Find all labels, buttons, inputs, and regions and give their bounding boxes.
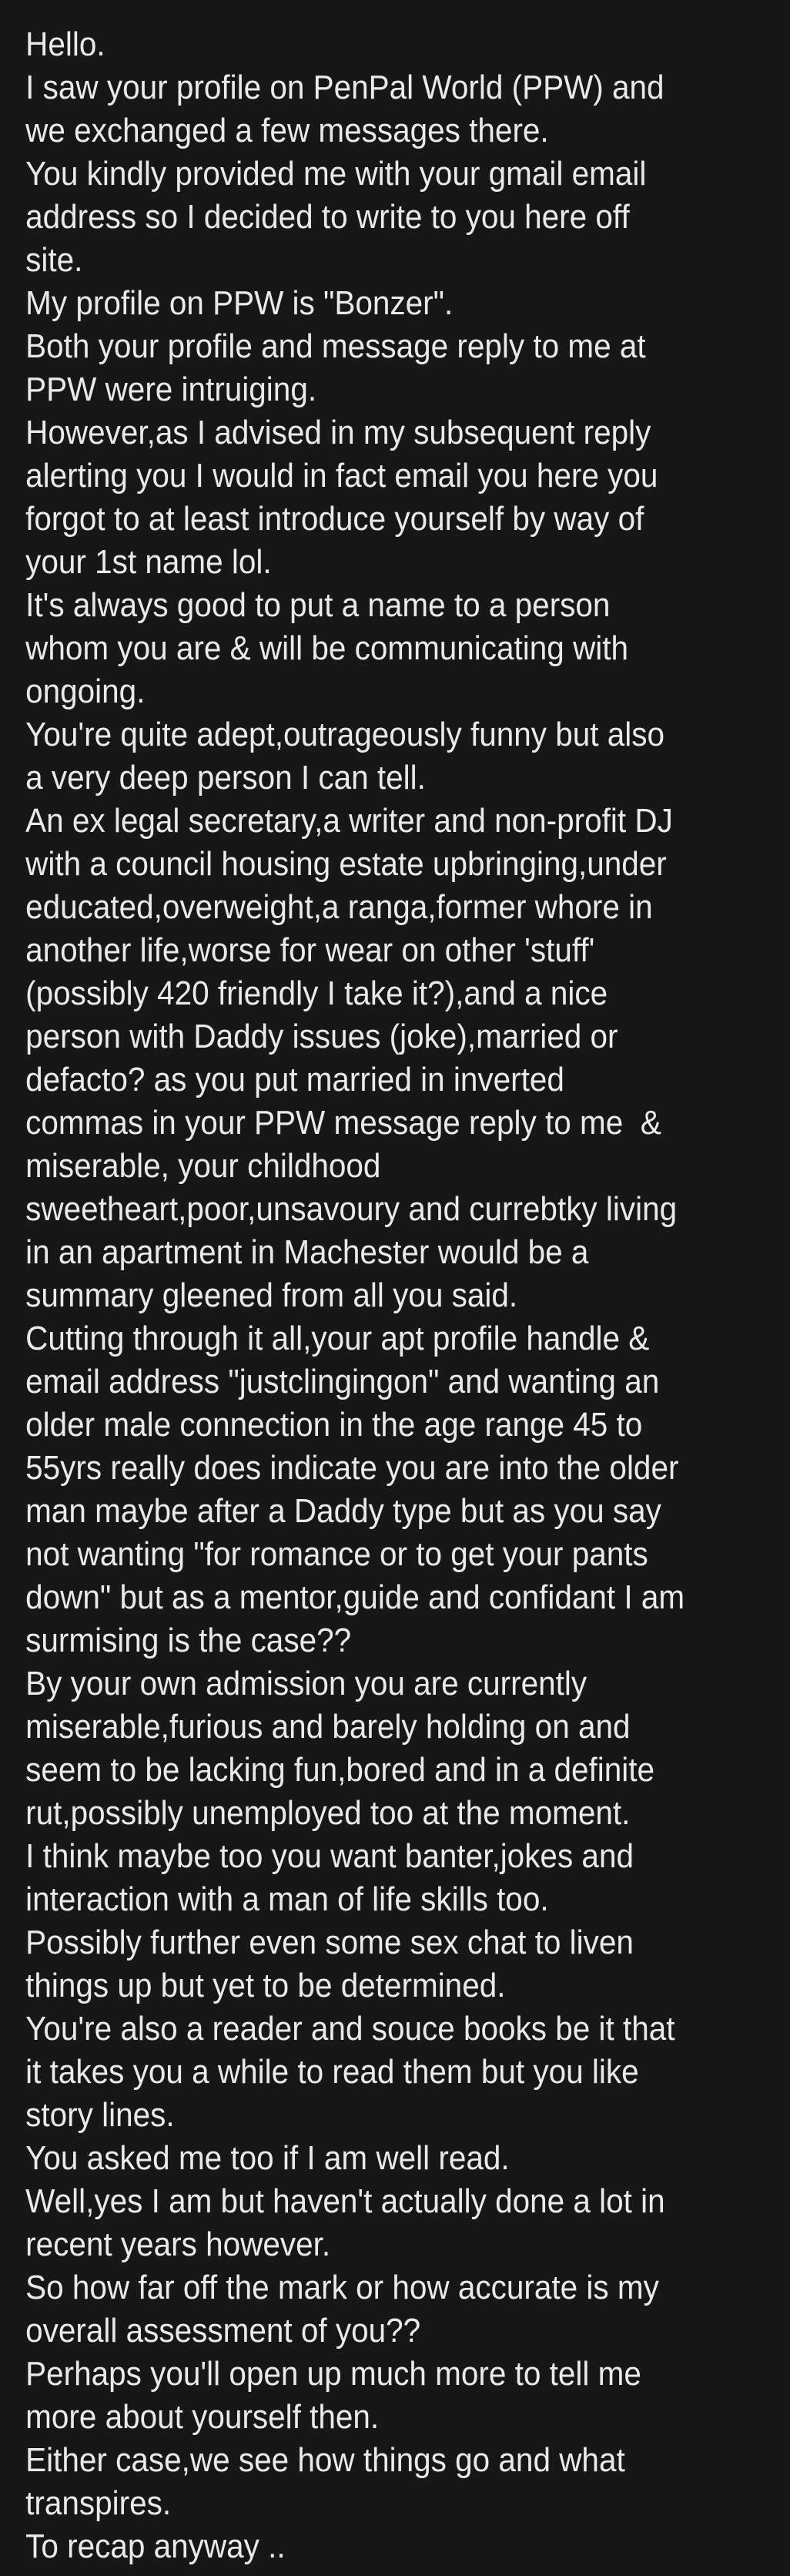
message-line: with a council housing estate upbringing,under xyxy=(25,845,667,883)
message-line: Well,yes I am but haven't actually done a lot in xyxy=(25,2182,665,2220)
message-line: site. xyxy=(25,241,83,279)
message-line: whom you are & will be communicating with xyxy=(25,629,629,667)
message-line: An ex legal secretary,a writer and non-profit DJ xyxy=(25,802,673,840)
message-line: Possibly further even some sex chat to liven xyxy=(25,1924,634,1961)
message-line: 55yrs really does indicate you are into the older xyxy=(25,1449,679,1487)
message-line: So how far off the mark or how accurate is my xyxy=(25,2269,659,2306)
message-line: summary gleened from all you said. xyxy=(25,1276,518,1314)
message-line: interaction with a man of life skills too. xyxy=(25,1880,549,1918)
message-line: You kindly provided me with your gmail email xyxy=(25,155,647,193)
message-line: However,as I advised in my subsequent reply xyxy=(25,414,651,451)
message-line: down" but as a mentor,guide and confidant I am xyxy=(25,1578,685,1616)
message-line: educated,overweight,a ranga,former whore in xyxy=(25,888,653,926)
message-line: commas in your PPW message reply to me & xyxy=(25,1104,661,1142)
message-line: My profile on PPW is "Bonzer". xyxy=(25,284,454,322)
message-line: email address "justclingingon" and wanting an xyxy=(25,1363,660,1400)
message-line: To recap anyway .. xyxy=(25,2527,286,2565)
message-line: sweetheart,poor,unsavoury and currebtky living xyxy=(25,1190,678,1228)
message-line: another life,worse for wear on other 'stuff' xyxy=(25,931,595,969)
message-line: surmising is the case?? xyxy=(25,1622,352,1659)
message-line: alerting you I would in fact email you here you xyxy=(25,457,658,495)
message-line: By your own admission you are currently xyxy=(25,1665,587,1702)
message-line: forgot to at least introduce yourself by way of xyxy=(25,500,644,538)
message-line: It's always good to put a name to a person xyxy=(25,586,611,624)
message-line: recent years however. xyxy=(25,2225,331,2263)
message-line: You asked me too if I am well read. xyxy=(25,2139,510,2177)
message-line: a very deep person I can tell. xyxy=(25,759,426,797)
message-line: your 1st name lol. xyxy=(25,543,272,581)
message-line: in an apartment in Machester would be a xyxy=(25,1233,589,1271)
message-line: we exchanged a few messages there. xyxy=(25,112,549,149)
message-line: I think maybe too you want banter,jokes and xyxy=(25,1837,634,1875)
message-line: (possibly 420 friendly I take it?),and a nice xyxy=(25,974,608,1012)
message-line: defacto? as you put married in inverted xyxy=(25,1061,564,1098)
message-line: ongoing. xyxy=(25,673,146,710)
message-line: miserable, your childhood xyxy=(25,1147,381,1185)
message-line: it takes you a while to read them but you like xyxy=(25,2053,639,2091)
message-line: miserable,furious and barely holding on and xyxy=(25,1708,631,1746)
message-line: You're also a reader and souce books be it that xyxy=(25,2010,675,2048)
message-line: man maybe after a Daddy type but as you say xyxy=(25,1492,661,1530)
message-line: overall assessment of you?? xyxy=(25,2312,421,2350)
message-line: Either case,we see how things go and what xyxy=(25,2441,625,2479)
message-line: PPW were intruiging. xyxy=(25,371,317,408)
message-line: not wanting "for romance or to get your pants xyxy=(25,1535,648,1573)
message-line: address so I decided to write to you here off xyxy=(25,198,630,236)
message-line: Cutting through it all,your apt profile handle & xyxy=(25,1320,650,1357)
message-line: things up but yet to be determined. xyxy=(25,1967,506,2004)
message-line: Perhaps you'll open up much more to tell me xyxy=(25,2355,641,2393)
message-line: person with Daddy issues (joke),married or xyxy=(25,1018,618,1055)
message-line: story lines. xyxy=(25,2096,175,2134)
message-line: older male connection in the age range 45 to xyxy=(25,1406,643,1444)
message-line: seem to be lacking fun,bored and in a definite xyxy=(25,1751,655,1789)
message-line: more about yourself then. xyxy=(25,2398,380,2436)
message-line: Hello. xyxy=(25,25,105,63)
message-line: rut,possibly unemployed too at the moment. xyxy=(25,1794,631,1832)
message-line: You're quite adept,outrageously funny but also xyxy=(25,716,665,753)
message-line: transpires. xyxy=(25,2484,172,2522)
message-line: I saw your profile on PenPal World (PPW) and xyxy=(25,69,664,106)
message-line: Both your profile and message reply to me at xyxy=(25,327,646,365)
